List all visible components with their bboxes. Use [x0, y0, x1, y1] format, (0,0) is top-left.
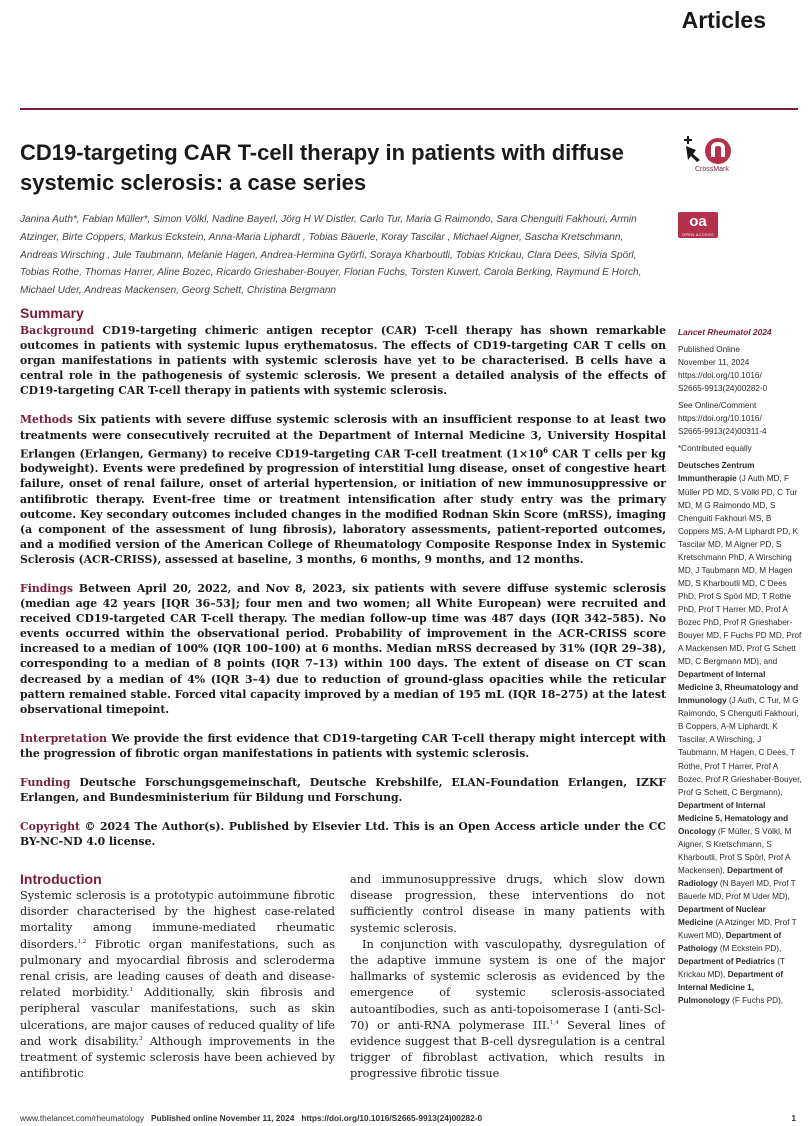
oa-text: oa — [689, 213, 707, 230]
comment-link-part2[interactable]: S2665-9913(24)00311-4 — [678, 427, 767, 437]
introduction-column-1 — [20, 888, 335, 1082]
published-date: November 11, 2024 — [678, 358, 750, 368]
section-label: Articles — [681, 7, 766, 33]
header-rule — [20, 108, 798, 110]
doi-link-part1[interactable]: https://doi.org/10.1016/ — [678, 371, 762, 381]
crossmark-label: CrossMark — [695, 166, 729, 173]
summary-methods: Methods Six patients with severe diffuse systemic sclerosis with an insufficient response to at least two treatments were consecutively recruited at the Department of Internal Medicine 3, University Hospital Erlangen (Erlangen, Germany) to receive CD19-targeting CAR T-cell treatment ($1\times 10^6$ CAR T cells per kg bodyweight). Events were predefined by progression of interstitial lung disease, onset of congestive heart failure, onset of renal failure, onset of arterial hypertension, or initiation of new immunosuppressive or antifibrotic therapy. Event-free time or treatment intensification after study entry was the primary outcome. Key secondary outcomes included changes in the modified Rodnan Skin Score (mRSS), imaging (a component of the assessment of lung fibrosis), laboratory assessments, patient-reported outcomes, and a modified version of the American College of Rheumatology Composite Response Index in Systemic Sclerosis (ACR-CRISS), assessed at baseline, 3 months, 6 months, 9 months, and 12 months. — [20, 413, 666, 566]
summary-copyright: Copyright © 2024 The Author(s). Published by Elsevier Ltd. This is an Open Access article under the CC BY-NC-ND 4.0 license. — [20, 820, 666, 849]
methods-label: Methods — [20, 413, 73, 427]
copyright-label: Copyright — [20, 820, 81, 834]
page-footer — [20, 1113, 796, 1123]
oa-subtext: OPEN ACCESS — [682, 232, 714, 237]
interpretation-label: Interpretation — [20, 731, 108, 745]
summary-interpretation: Interpretation We provide the first evidence that CD19-targeting CAR T-cell therapy might intercept with the progression of fibrotic organ manifestations in patients with systemic sclerosis. — [20, 731, 667, 760]
affiliations: Deutsches Zentrum Immuntherapie (J Auth MD, F Müller PD MD, S Völkl PD, C Tur MD, M G Raimondo MD, S Chenguiti Fakhouri MS, B Coppers MS, A-M Liphardt PD, K Tascilar MD, M Aigner PD, S Kretschmann PhD, A Wirsching MD, J Taubmann MD, M Hagen MD, S Kharboutli MD, C Dees PhD, Prof S Spörl MD, T Rothe PhD, Prof T Harrer MD, Prof A Bozec PhD, Prof R Grieshaber-Bouyer MD, F Fuchs PD MD, Prof A Mackensen MD, Prof G Schett MD, C Bergmann MD), and Department of Internal Medicine 3, Rheumatology and Immunology (J Auth, C Tur, M G Raimondo, S Chenguiti Fakhouri, B Coppers, A-M Liphardt, K Tascilar, A Wirsching, J Taubmann, M Hagen, C Dees, T Rothe, Prof T Harrer, Prof A Bozec, Prof R Grieshaber-Bouyer, Prof G Schett, C Bergmann), Department of Internal Medicine 5, Hematology and Oncology (F Müller, S Völkl, M Aigner, S Kretschmann, S Kharboutli, Prof S Spörl, Prof A Mackensen), Department of Radiology (N Bayerl MD, Prof T Bäuerle MD, Prof M Uder MD), Department of Nuclear Medicine (A Atzinger MD, Prof T Kuwert MD), Department of Pathology (M Eckstein PD), Department of Pediatrics (T Krickau MD), Department of Internal Medicine 1, Pulmonology (F Fuchs PD), — [678, 461, 802, 1006]
funding-label: Funding — [20, 776, 71, 790]
introduction-heading: Introduction — [20, 871, 102, 887]
footer-published: Published online November 11, 2024 — [150, 1113, 295, 1123]
summary-heading: Summary — [20, 305, 84, 321]
author-list: Janina Auth*, Fabian Müller*, Simon Völkl, Nadine Bayerl, Jörg H W Distler, Carlo Tur, Maria G Raimondo, Sara Chenguiti Fakhouri, Armin Atzinger, Birte Coppers, Markus Eckstein, Anna-Maria Liphardt , Tobias Bäuerle, Koray Tascilar , Michael Aigner, Sascha Kretschmann, Andreas Wirsching , Jule Taubmann, Melanie Hagen, Andrea-Hermina Györfi, Soraya Kharboutli, Tobias Krickau, Clara Dees, Silvia Spörl, Tobias Rothe, Thomas Harrer, Aline Bozec, Ricardo Grieshaber-Bouyer, Florian Fuchs, Torsten Kuwert, Carola Berking, Raymund E Horch, Michael Uder, Andreas Mackensen, Georg Schett, Christina Bergmann — [20, 214, 642, 297]
summary-findings: Findings Between April 20, 2022, and Nov 8, 2023, six patients with severe diffuse systemic sclerosis (median age 42 years [IQR 36–53]; four men and two women; all White European) were recruited and received CD19-targeted CAR T-cell therapy. The median follow-up time was 487 days (IQR 342–585). No events occurred within the observational period. Probability of improvement in the ACR-CRISS score increased to a median of 100% (IQR 100–100) at 6 months. Median mRSS decreased by 31% (IQR 29–38), corresponding to a median of 8 points (IQR 7–13) within 100 days. The extent of disease on CT scan decreased by a median of 4% (IQR 3–4) due to reduction of ground-glass opacities while the reticular pattern remained stable. Forced vital capacity improved by a median of 195 mL (IQR 18–275) at the latest observational timepoint. — [20, 582, 666, 716]
article-title: CD19-targeting CAR T-cell therapy in patients with diffuse systemic sclerosis: a case series — [20, 140, 624, 195]
contributed-note: *Contributed equally — [678, 444, 752, 454]
summary-body — [20, 323, 666, 863]
introduction-column-2 — [350, 872, 665, 1083]
findings-label: Findings — [20, 582, 73, 596]
summary-background: Background CD19-targeting chimeric antigen receptor (CAR) T-cell therapy has shown remarkable outcomes in patients with systemic lupus erythematosus. The effects of CD19-targeting CAR T cells on organ manifestations in patients with systemic sclerosis have yet to be characterised. B cells have a central role in the pathogenesis of systemic sclerosis. We present a detailed analysis of the effects of CD19-targeting CAR T-cell therapy in patients with systemic sclerosis. — [20, 324, 666, 398]
footer-doi[interactable]: https://doi.org/10.1016/S2665-9913(24)00282-0 — [301, 1113, 483, 1123]
doi-link-part2[interactable]: S2665-9913(24)00282-0 — [678, 384, 768, 394]
intro-paragraph-2: and immunosuppressive drugs, which slow down disease progression, these interventions do not sufficiently control disease in many patients with systemic sclerosis. — [350, 873, 665, 935]
sidebar — [678, 326, 802, 1007]
intro-paragraph-1: Systemic sclerosis is a prototypic autoimmune fibrotic disorder characterised by the highest case-related mortality among immune-mediated rheumatic disorders.$^{1,2}$ Fibrotic organ manifestations, such as pulmonary and myocardial fibrosis and scleroderma renal crisis, are leading causes of death and disease-related morbidity.$^1$ Additionally, skin fibrosis and peripheral vascular manifestations, such as skin ulcerations, are major causes of reduced quality of life and work disability.$^3$ Although improvements in the treatment of systemic sclerosis have been achieved by antifibrotic — [20, 889, 335, 1081]
comment-link-part1[interactable]: https://doi.org/10.1016/ — [678, 414, 762, 424]
journal-citation: Lancet Rheumatol 2024 — [678, 327, 772, 337]
intro-paragraph-3: In conjunction with vasculopathy, dysregulation of the adaptive immune system is one of the major hallmarks of systemic sclerosis as evidenced by the emergence of systemic sclerosis-associated autoantibodies, such as anti-topoisomerase I (anti-Scl-70) or anti-RNA polymerase III.$^{1,4}$ Several lines of evidence suggest that B-cell dysregulation is a central trigger of fibroblast activation, which results in progressive fibrotic tissue — [350, 937, 665, 1081]
published-online-label: Published Online — [678, 345, 740, 355]
background-label: Background — [20, 324, 95, 337]
open-access-badge — [678, 212, 718, 238]
see-online-label: See Online/Comment — [678, 401, 757, 411]
summary-funding: Funding Deutsche Forschungsgemeinschaft, Deutsche Krebshilfe, ELAN-Foundation Erlangen, IZKF Erlangen, and Bundesministerium für Bildung und Forschung. — [20, 776, 667, 805]
footer-url[interactable]: www.thelancet.com/rheumatology — [20, 1113, 145, 1123]
page-number: 1 — [791, 1113, 796, 1123]
